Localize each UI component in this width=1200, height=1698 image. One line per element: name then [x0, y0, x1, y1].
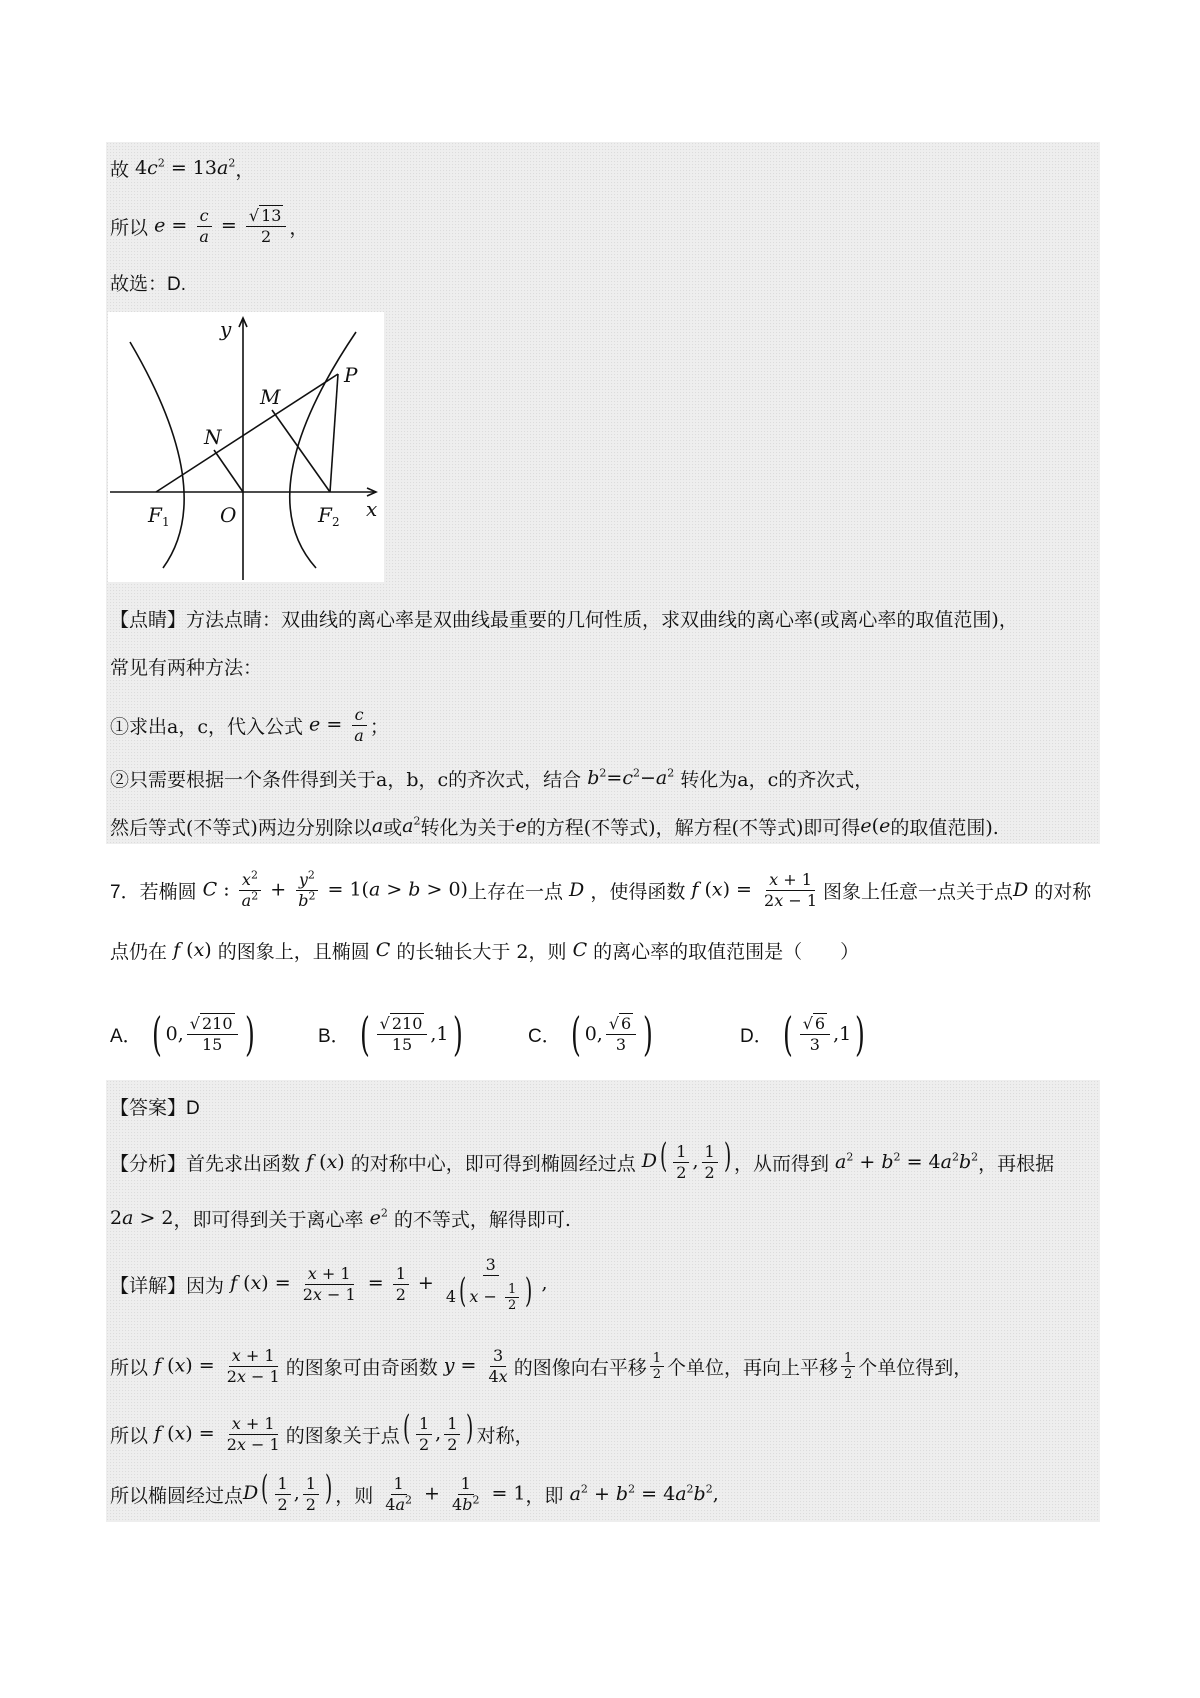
detail-line-1	[110, 1246, 548, 1322]
tip-line-1	[110, 602, 1018, 634]
label-O: O	[220, 503, 237, 527]
math: f (x) = $\frac{x + 1}{2x - 1}$	[154, 1345, 280, 1386]
question-number: 7．	[110, 881, 140, 903]
text: 个单位，再向上平移	[667, 1356, 839, 1379]
math: f (x)	[306, 1151, 351, 1173]
text: 图象上任意一点关于点	[823, 880, 1014, 903]
option-radicand: 6	[814, 1013, 826, 1033]
text: a，c，代入公式	[167, 715, 303, 738]
text: 或	[383, 816, 403, 839]
text: a，b，c	[376, 768, 449, 791]
text: 所以	[110, 1424, 149, 1447]
text: ，	[235, 158, 255, 181]
option-right: ,1	[833, 1023, 852, 1045]
math: $a^2$	[402, 814, 421, 837]
text: ；	[369, 715, 389, 738]
text: 转化为关于	[420, 816, 516, 839]
math-function: f (x) = $\frac{x + 1}{2x - 1}$	[691, 869, 817, 910]
text: 【详解】因为	[110, 1274, 225, 1297]
label-F2-sub: 2	[332, 515, 340, 529]
math: $4c^2 = 13a^2$	[129, 156, 236, 179]
text: 然后等式(不等式)两边分别除以	[110, 816, 372, 839]
label-F1-sub: 1	[162, 515, 170, 529]
math: e(e	[860, 815, 891, 837]
option-denominator: 3	[615, 1034, 627, 1054]
final-choice-text: 故选：D.	[110, 273, 187, 295]
text: 的图象上，且椭圆	[217, 940, 370, 963]
text: 的图象关于点	[285, 1424, 400, 1447]
math: C	[572, 939, 588, 961]
text: ，则	[335, 1484, 374, 1507]
analysis-line-2	[110, 1202, 571, 1234]
math-point: D( $\frac{1}{2}$ , $\frac{1}{2}$ )	[243, 1468, 333, 1514]
tip-line-3	[110, 700, 389, 750]
math-point: ( $\frac{1}{2}$ , $\frac{1}{2}$ )	[402, 1408, 474, 1454]
math: f (x) = $\frac{x + 1}{2x - 1}$	[154, 1413, 280, 1454]
solution-line-3	[110, 266, 186, 298]
option-radicand: 210	[201, 1013, 233, 1033]
option-a[interactable]: A． ( 0, $\frac{√ 210}{15}$ )	[110, 1007, 255, 1061]
label-x: x	[366, 497, 378, 521]
option-b[interactable]: B． ( $\frac{√ 210}{15}$ ,1 )	[318, 1007, 463, 1061]
solution-line-2	[110, 198, 308, 254]
option-label: D．	[740, 1025, 773, 1047]
math: e = $\frac{c}{a}$	[303, 705, 370, 746]
math: D	[1013, 879, 1029, 901]
option-right: ,1	[430, 1023, 449, 1045]
text: 的齐次式，	[778, 768, 874, 791]
text: 常见有两种方法：	[110, 656, 263, 679]
math: y = $\frac{3}{4x}$	[443, 1345, 508, 1386]
text: 个单位得到，	[858, 1356, 973, 1379]
label-F1: F	[148, 503, 162, 527]
option-label: B．	[318, 1025, 350, 1047]
text: 转化为	[680, 768, 738, 791]
text: 的不等式，解得即可.	[393, 1208, 571, 1231]
text: 的方程(不等式)，解方程(不等式)即可得	[526, 816, 861, 839]
text: 点仍在	[110, 940, 168, 963]
text: 上存在一点	[467, 880, 563, 903]
tip-line-5	[110, 810, 999, 842]
text: 的对称	[1034, 880, 1092, 903]
text: ①求出	[110, 715, 168, 738]
tip-line-2	[110, 650, 262, 682]
text: 的图像向右平移	[513, 1356, 647, 1379]
text: 故	[110, 158, 130, 181]
text: 所以	[110, 216, 149, 239]
text: 所以	[110, 1356, 149, 1379]
text: 的取值范围).	[890, 816, 999, 839]
math-ellipse: C : $\frac{x^2}{a^2}$ + $\frac{y^2}{b^2}$ = 1(a > b > 0)	[202, 868, 468, 910]
text: ，使得函数	[590, 880, 686, 903]
math: D	[569, 879, 585, 901]
answer-line	[110, 1090, 200, 1122]
detail-line-4	[110, 1466, 719, 1522]
option-label: C．	[528, 1025, 561, 1047]
option-denominator: 15	[391, 1034, 413, 1054]
text: 若椭圆	[139, 880, 197, 903]
option-radicand: 6	[621, 1013, 632, 1033]
math-eccentricity: e = $\frac{c}{a}$ = $\frac{√ 13}{2}$	[148, 206, 289, 247]
option-left: 0,	[165, 1023, 184, 1045]
math: f (x)	[173, 939, 218, 961]
label-M: M	[260, 385, 281, 409]
math-point: D( $\frac{1}{2}$ , $\frac{1}{2}$ )	[641, 1136, 731, 1182]
text: 的齐次式，结合	[448, 768, 582, 791]
math: 2a > 2	[110, 1207, 174, 1229]
text: a，c	[737, 768, 779, 791]
detail-line-2	[110, 1338, 972, 1394]
detail-line-3	[110, 1406, 534, 1462]
option-left: 0,	[584, 1023, 603, 1045]
label-y: y	[220, 317, 232, 341]
text: 的离心率的取值范围是（ ）	[593, 940, 860, 963]
text: ，从而得到	[733, 1152, 829, 1175]
text: ②只需要根据一个条件得到关于	[110, 768, 377, 791]
math-decomposition: f (x) = $\frac{x + 1}{2x - 1}$ = $\frac{1}{2}$ + 3 4( x − $\frac{1}{2}$ ) ,	[230, 1255, 548, 1313]
text: 所以椭圆经过点	[110, 1484, 244, 1507]
label-F2: F	[318, 503, 332, 527]
math: $a^2 + b^2 = 4a^2b^2$	[835, 1150, 979, 1173]
text: 对称，	[476, 1424, 534, 1447]
math: $e^2$	[369, 1206, 388, 1229]
option-denominator: 3	[809, 1034, 820, 1054]
option-c[interactable]: C． ( 0, $\frac{√ 6}{3}$ )	[528, 1007, 654, 1061]
math: $a^2 + b^2 = 4a^2b^2$,	[569, 1482, 719, 1505]
math: $b^2=c^2-a^2$	[587, 766, 675, 789]
text: 的对称中心，即可得到椭圆经过点	[350, 1152, 636, 1175]
math: $\frac{1}{2}$	[650, 1351, 664, 1382]
analysis-line-1	[110, 1132, 1054, 1192]
label-P: P	[344, 363, 358, 387]
text: 【点睛】方法点睛：双曲线的离心率是双曲线最重要的几何性质，求双曲线的离心率(或离心率的取值范围)，	[110, 608, 1018, 631]
option-label: A．	[110, 1025, 142, 1047]
math: C	[375, 939, 391, 961]
math: $\frac{1}{2}$	[841, 1351, 855, 1382]
hyperbola-figure	[108, 312, 384, 582]
text: 【分析】首先求出函数	[110, 1152, 301, 1175]
text: 的图象可由奇函数	[285, 1356, 438, 1379]
option-denominator: 15	[201, 1034, 223, 1054]
text: ，再根据	[978, 1152, 1055, 1175]
option-d[interactable]: D． ( $\frac{√ 6}{3}$ ,1 )	[740, 1007, 866, 1061]
math: $\frac{1}{4a^2}$ + $\frac{1}{4b^2}$ = 1	[385, 1473, 526, 1514]
solution-line-1	[110, 152, 254, 184]
label-N: N	[204, 425, 222, 449]
answer-text: 【答案】D	[110, 1097, 200, 1119]
option-radicand: 210	[391, 1013, 423, 1033]
math: e	[515, 815, 527, 837]
text: 的长轴长大于 2，则	[396, 940, 567, 963]
math: a	[371, 815, 384, 837]
question-7-line-2	[110, 932, 859, 968]
tip-line-4	[110, 762, 873, 794]
text: ，即	[525, 1484, 564, 1507]
question-7-line-1	[110, 862, 1091, 918]
text: ，即可得到关于离心率	[173, 1208, 364, 1231]
text: ，	[289, 216, 309, 239]
